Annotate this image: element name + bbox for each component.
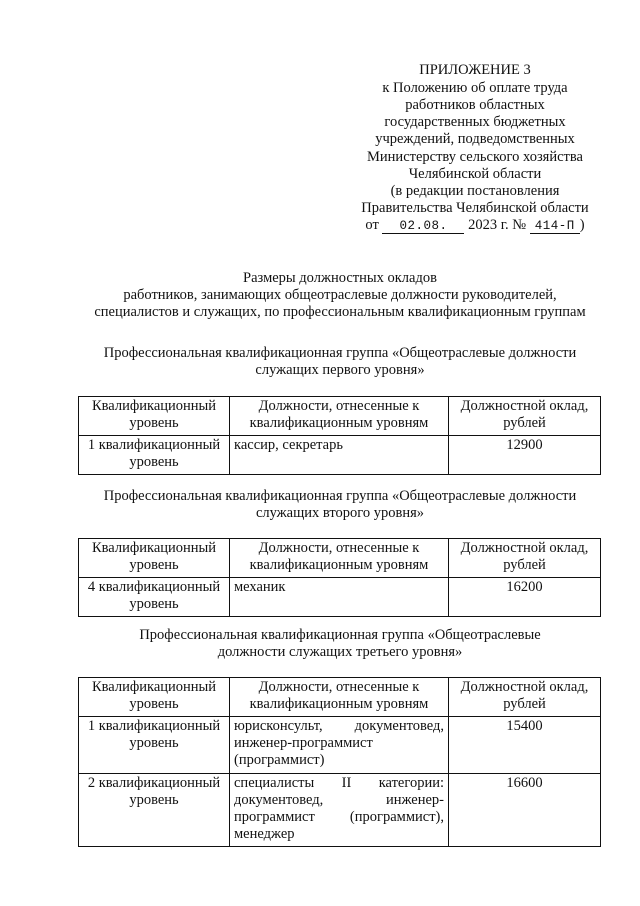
table-row: [79, 578, 601, 617]
column-header-salary: Должностной оклад, рублей: [449, 397, 601, 436]
table-row: [79, 436, 601, 475]
heading-line-1: Размеры должностных окладов: [243, 270, 437, 286]
column-header-positions: Должности, отнесенные к квалификационным уровням: [230, 539, 449, 578]
heading-line-3: специалистов и служащих, по профессиональным квалификационным группам: [94, 304, 586, 321]
document-heading: [60, 270, 620, 321]
salary-cell: 15400: [449, 717, 601, 773]
group-title-line: Профессиональная квалификационная группа «Общеотраслевые должности: [103, 345, 577, 361]
table-header-row: [79, 539, 601, 578]
annex-line: Правительства Челябинской области: [361, 199, 589, 216]
positions-cell: юрисконсульт, документовед, инженер-программист (программист): [230, 717, 449, 773]
group-title-line: Профессиональная квалификационная группа «Общеотраслевые: [139, 627, 541, 643]
table-header-row: [79, 397, 601, 436]
group-title-line: должности служащих третьего уровня»: [217, 644, 463, 661]
salary-table-group-3: [78, 677, 601, 847]
table-row: [79, 717, 601, 773]
group-title-line: Профессиональная квалификационная группа «Общеотраслевые должности: [103, 488, 577, 504]
heading-line-2: работников, занимающих общеотраслевые должности руководителей,: [123, 287, 557, 304]
salary-table-group-1: [78, 396, 601, 475]
year-text: 2023 г. №: [468, 216, 527, 233]
level-cell: 1 квалификационный уровень: [79, 436, 230, 475]
level-cell: 1 квалификационный уровень: [79, 717, 230, 773]
column-header-level: Квалификационный уровень: [79, 397, 230, 436]
table-header-row: [79, 678, 601, 717]
positions-cell: специалисты II категории: документовед, инженер-программист (программист), менеджер: [230, 773, 449, 846]
table-row: [79, 773, 601, 846]
salary-table-group-2: [78, 538, 601, 617]
group-3-title: [90, 627, 590, 661]
column-header-salary: Должностной оклад, рублей: [449, 539, 601, 578]
level-cell: 2 квалификационный уровень: [79, 773, 230, 846]
annex-line: учреждений, подведомственных: [375, 131, 575, 148]
annex-line: работников областных: [405, 97, 545, 114]
column-header-positions: Должности, отнесенные к квалификационным уровням: [230, 397, 449, 436]
level-cell: 4 квалификационный уровень: [79, 578, 230, 617]
group-title-line: служащих второго уровня»: [255, 505, 425, 522]
positions-cell: механик: [230, 578, 449, 617]
annex-line: Челябинской области: [408, 165, 542, 182]
group-1-title: [60, 345, 620, 379]
annex-date-line: [350, 217, 600, 234]
annex-header: [350, 62, 600, 234]
date-prefix: от: [365, 216, 379, 233]
group-2-title: [60, 488, 620, 522]
salary-cell: 16600: [449, 773, 601, 846]
positions-cell: кассир, секретарь: [230, 436, 449, 475]
column-header-level: Квалификационный уровень: [79, 678, 230, 717]
annex-title: ПРИЛОЖЕНИЕ 3: [419, 62, 531, 78]
decree-number-field: 414-П: [530, 220, 580, 234]
column-header-level: Квалификационный уровень: [79, 539, 230, 578]
annex-line: (в редакции постановления: [390, 182, 560, 199]
date-field: 02.08.: [382, 220, 464, 234]
column-header-positions: Должности, отнесенные к квалификационным уровням: [230, 678, 449, 717]
salary-cell: 16200: [449, 578, 601, 617]
close-paren: ): [579, 216, 585, 233]
column-header-salary: Должностной оклад, рублей: [449, 678, 601, 717]
group-title-line: служащих первого уровня»: [255, 362, 425, 379]
annex-line: государственных бюджетных: [384, 114, 566, 131]
annex-line: Министерству сельского хозяйства: [367, 148, 583, 165]
salary-cell: 12900: [449, 436, 601, 475]
annex-line: к Положению об оплате труда: [382, 80, 568, 97]
